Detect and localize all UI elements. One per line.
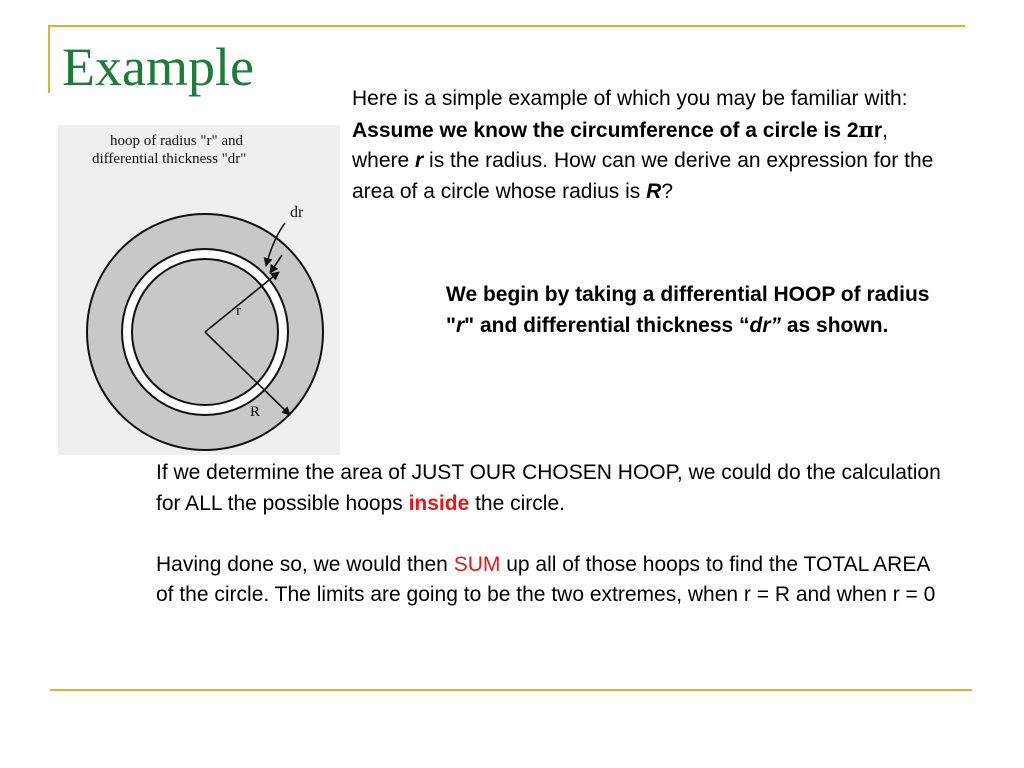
bottom-rule — [50, 689, 972, 691]
inside-highlight: inside — [408, 491, 470, 515]
pi-symbol: π — [858, 116, 874, 142]
slide-title: Example — [62, 37, 254, 97]
where-text: , where — [352, 118, 888, 172]
r-italic: r — [415, 149, 424, 172]
r-bold: r — [873, 118, 883, 142]
intro-text — [352, 84, 942, 207]
sum-highlight: SUM — [453, 552, 501, 576]
intro-question — [352, 115, 942, 208]
assume-text: Assume we know the circumference of a circle is 2 — [352, 118, 859, 142]
hoop-note-part2: " and differential thickness “ — [464, 313, 750, 337]
body-p2-text: Having done so, we would then — [156, 552, 454, 576]
hoop-note-r: r — [455, 313, 465, 337]
label-R: R — [250, 404, 261, 420]
radius-text: is the radius. How can we derive an expression for the area of a circle whose radius is — [352, 149, 934, 203]
figure-caption-line1: hoop of radius "r" and — [110, 133, 244, 149]
body-paragraph-1 — [156, 458, 946, 519]
body-p1-end: the circle. — [469, 491, 565, 515]
top-rule — [48, 25, 965, 27]
label-r: r — [236, 303, 241, 319]
hoop-note — [446, 280, 946, 341]
hoop-note-dr: dr” — [749, 313, 782, 337]
hoop-note-part1: We begin by taking a differential HOOP of radius " — [446, 283, 930, 337]
hoop-note-part3: as shown. — [781, 313, 889, 337]
body-p1-text: If we determine the area of JUST OUR CHOSEN HOOP, we could do the calculation for ALL the possible hoops — [156, 461, 941, 515]
left-rule — [48, 25, 50, 93]
question-mark: ? — [661, 179, 673, 203]
hoop-diagram — [58, 125, 340, 455]
body-p2-end: up all of those hoops to find the TOTAL AREA of the circle. The limits are going to be the two extremes, when r = R and when r = 0 — [156, 552, 936, 606]
R-italic: R — [646, 179, 662, 203]
figure-caption-line2: differential thickness "dr" — [92, 151, 247, 167]
label-dr: dr — [290, 204, 304, 221]
body-paragraph-2 — [156, 550, 946, 611]
body-text — [156, 458, 946, 611]
intro-line1: Here is a simple example of which you may be familiar with: — [352, 87, 908, 110]
